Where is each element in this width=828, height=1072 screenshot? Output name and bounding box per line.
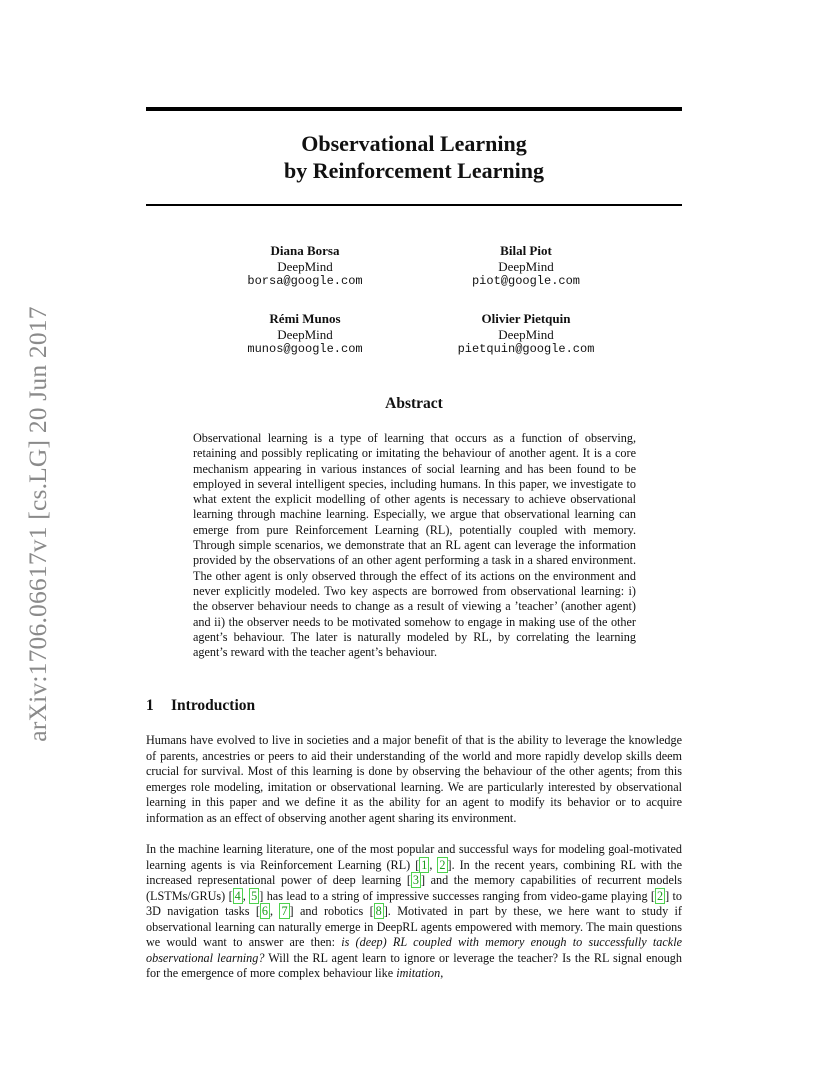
author-email: pietquin@google.com	[457, 342, 595, 356]
citation-link[interactable]: 4	[234, 888, 241, 903]
author-name: Diana Borsa	[270, 243, 340, 258]
text-run: ]. In the recent years, combining RL with the increased representational power of deep learning [	[146, 857, 683, 887]
intro-paragraph-1: Humans have evolved to live in societies and a major benefit of that is the ability to leverage the knowledge of parents, ancestries or peers to aid their understanding of the world and more rapidly develop skills deem crucial for survival. Most of this learning is done by observing the behaviour of the other agents; from this emerges role modeling, imitation or observational learning. We are particularly interested by observational learning in this paper and we define it as the ability for an agent to modify its behavior or to acquire information as an effect of observing another agent sharing its environment.	[146, 733, 682, 825]
text-run: ,	[242, 888, 250, 903]
text-run: Will the RL agent learn to ignore or leverage the teacher? Is the RL signal enough for the emergence of more complex behaviour like	[146, 950, 682, 980]
paper-title-line1: Observational Learning	[301, 131, 527, 156]
author-affiliation: DeepMind	[277, 326, 333, 342]
text-run: ] to 3D navigation tasks [	[146, 888, 682, 918]
citation-link[interactable]: 3	[412, 873, 419, 887]
section-heading	[146, 697, 255, 715]
abstract-body: Observational learning is a type of learning that occurs as a function of observing, retaining and possibly replicating or imitating the behaviour of another agent. It is a core mechanism appearing in various instances of social learning and has been found to be employed in several intelligent species, including humans. In this paper, we investigate to what extent the explicit modelling of other agents is necessary to achieve observational learning through machine learning. Especially, we argue that observational learning can emerge from pure Reinforcement Learning (RL), potentially coupled with memory. Through simple scenarios, we demonstrate that an RL agent can leverage the information provided by the observations of an other agent performing a task in a shared environment. The other agent is only observed through the effect of its actions on the environment and never explicitly modeled. Two key aspects are borrowed from observational learning: i) the observer behaviour needs to change as a result of viewing a ’teacher’ (another agent) and ii) the observer needs to be motivated somehow to engage in making use of the other agent’s behaviour. The later is naturally modeled by RL, by correlating the learning agent’s reward with the teacher agent’s behaviour.	[193, 431, 636, 660]
author-email: munos@google.com	[247, 342, 363, 356]
text-run: ] has lead to a string of impressive successes ranging from video-game playing [	[259, 888, 655, 903]
text-run: ] and robotics [	[289, 904, 374, 918]
arxiv-identifier-text: arXiv:1706.06617v1 [cs.LG] 20 Jun 2017	[23, 306, 52, 742]
citation-link[interactable]: 7	[281, 904, 288, 918]
paper-title-line2: by Reinforcement Learning	[284, 158, 544, 183]
arxiv-identifier	[23, 293, 53, 755]
emphasis-term: imitation	[396, 966, 441, 980]
author-block	[205, 243, 405, 290]
author-block	[426, 243, 626, 290]
author-email: piot@google.com	[471, 274, 581, 288]
text-run: ]. Motivated in part by these, we here want to study if observational learning can naturally emerge in DeepRL agents empowered with memory. The main questions we would want to answer are then:	[146, 904, 682, 949]
text-run: In the machine learning literature, one of the most popular and successful ways for modeling goal-motivated learning agents is via Reinforcement Learning (RL) [	[146, 842, 682, 872]
author-affiliation: DeepMind	[498, 258, 554, 274]
text-run: ] and the memory capabilities of recurrent models (LSTMs/GRUs) [	[146, 873, 682, 903]
text-run: ,	[270, 904, 280, 918]
author-name: Rémi Munos	[269, 311, 341, 326]
author-block	[205, 311, 405, 358]
author-affiliation: DeepMind	[498, 326, 554, 342]
title-rule-top	[146, 107, 682, 111]
citation-link[interactable]: 2	[439, 857, 446, 872]
text-run: ,	[429, 857, 438, 872]
citation-link[interactable]: 5	[251, 888, 258, 903]
text-run: ,	[440, 966, 444, 980]
paper-title	[146, 130, 682, 184]
abstract-heading: Abstract	[385, 395, 443, 412]
author-affiliation: DeepMind	[277, 258, 333, 274]
section-title: Introduction	[171, 697, 256, 714]
citation-link[interactable]: 6	[261, 904, 268, 918]
author-name: Olivier Pietquin	[481, 311, 571, 326]
author-email: borsa@google.com	[247, 274, 363, 288]
citation-link[interactable]: 8	[375, 904, 382, 918]
section-number: 1	[146, 697, 154, 714]
title-rule-bottom	[146, 204, 682, 206]
emphasis-question: is (deep) RL coupled with memory enough to successfully tackle observational learning?	[146, 935, 682, 965]
author-name: Bilal Piot	[500, 243, 552, 258]
author-block	[426, 311, 626, 358]
intro-paragraph-2	[146, 842, 682, 982]
citation-link[interactable]: 2	[657, 888, 664, 903]
citation-link[interactable]: 1	[421, 857, 428, 872]
